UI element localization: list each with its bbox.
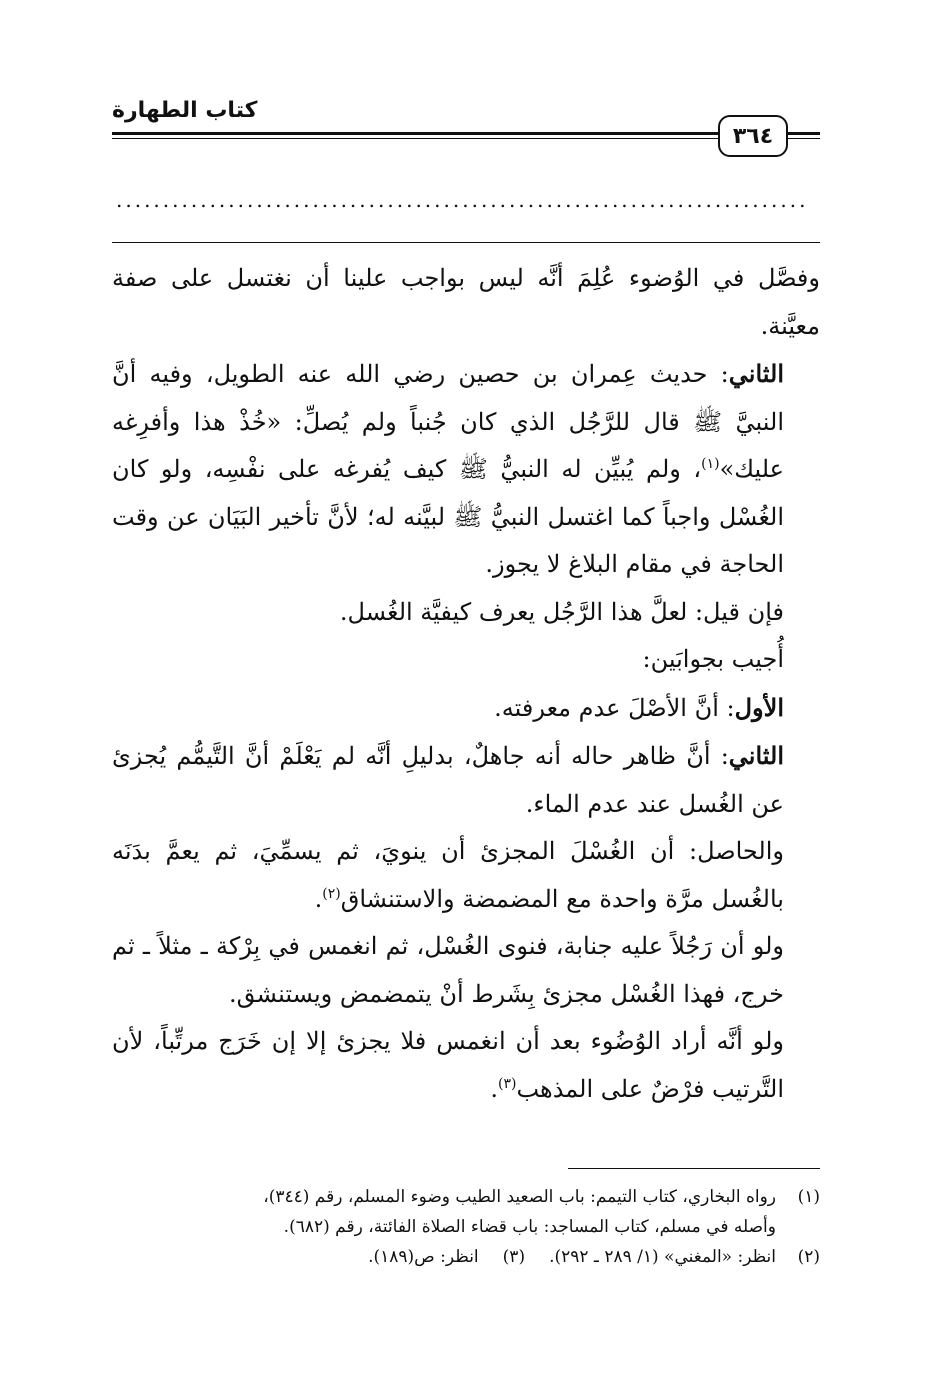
label-second: الثاني xyxy=(728,359,784,388)
footnote-ref-1: (١) xyxy=(701,456,720,472)
paragraph: ولو أن رَجُلاً عليه جنابة، فنوى الغُسْل، ثم انغمس في بِرْكة ـ مثلاً ـ ثم خرج، فهذا الغُسْل مجزئ بِشَرط أنْ يتمضمض ويستنشق. xyxy=(112,932,784,1008)
header-rule-end xyxy=(786,132,820,139)
paragraph: فإن قيل: لعلَّ هذا الرَّجُل يعرف كيفيَّة الغُسل. xyxy=(339,597,784,626)
main-text xyxy=(112,255,820,1113)
footnote-text: انظر: «المغني» (١/ ٢٨٩ ـ ٢٩٢). xyxy=(549,1247,776,1267)
footnote-1-continuation: وأصله في مسلم، كتاب المساجد: باب قضاء الصلاة الفائتة، رقم (٦٨٢). xyxy=(283,1217,776,1237)
footnote-ref-2: (٢) xyxy=(322,885,341,902)
footnote-number: (٣) xyxy=(502,1247,526,1267)
page-number: ٣٦٤ xyxy=(718,115,788,157)
paragraph: الأول: أنَّ الأصْلَ عدم معرفته. xyxy=(494,692,784,722)
footnote-text: رواه البخاري، كتاب التيمم: باب الصعيد الطيب وضوء المسلم، رقم (٣٤٤)، xyxy=(263,1187,776,1207)
running-title: كتاب الطهارة xyxy=(112,98,258,123)
header-rule xyxy=(112,132,718,139)
omitted-text-dots: .......................................................................... xyxy=(116,188,809,212)
footnote-rule xyxy=(568,1168,820,1169)
footnote-number: (١) xyxy=(797,1187,820,1207)
footnotes xyxy=(112,1182,820,1272)
label-second: الثاني xyxy=(728,741,784,770)
paragraph: وفصَّل في الوُضوء عُلِمَ أنَّه ليس بواجب علينا أن نغتسل على صفة معيَّنة. xyxy=(112,264,820,340)
label-first: الأول xyxy=(734,692,784,722)
paragraph: الثاني: أنَّ ظاهر حاله أنه جاهلٌ، بدليلِ أنَّه لم يَعْلَمْ أنَّ التَّيمُّم يُجزئ عن الغُسل عند عدم الماء. xyxy=(112,741,784,818)
paragraph: الثاني: حديث عِمران بن حصين رضي الله عنه الطويل، وفيه أنَّ النبيَّ ﷺ قال للرَّجُل الذي كان جُنباً ولم يُصلِّ: «خُذْ هذا وأفرِغه عليك»$^{(١)}$، ولم يُبيِّن له النبيُّ ﷺ كيف يُفرغه على نفْسِه، ولو كان الغُسْل واجباً كما اغتسل النبيُّ ﷺ لبيَّنه له؛ لأنَّ تأخير البَيَان عن وقت الحاجة في مقام البلاغ لا يجوز. xyxy=(112,359,785,578)
paragraph: ولو أنَّه أراد الوُضُوء بعد أن انغمس فلا يجزئ إلا إن خَرَج مرتِّباً، لأن التَّرتيب فرْضٌ على المذهب$^{(٣)}$. xyxy=(112,1027,784,1103)
footnote-ref-3: (٣) xyxy=(498,1075,517,1092)
footnote-2-3 xyxy=(112,1242,820,1272)
paragraph: والحاصل: أن الغُسْلَ المجزئ أن ينويَ، ثم يسمِّيَ، ثم يعمَّ بدَنَه بالغُسل مرَّة واحدة مع المضمضة والاستنشاق$^{(٢)}$. xyxy=(112,837,784,913)
footnote-text: انظر: ص(١٨٩). xyxy=(368,1247,479,1267)
paragraph: أُجيب بجوابَين: xyxy=(642,645,784,673)
separator-rule xyxy=(112,242,820,243)
footnote-1 xyxy=(112,1182,820,1212)
footnote-number: (٢) xyxy=(797,1247,820,1267)
